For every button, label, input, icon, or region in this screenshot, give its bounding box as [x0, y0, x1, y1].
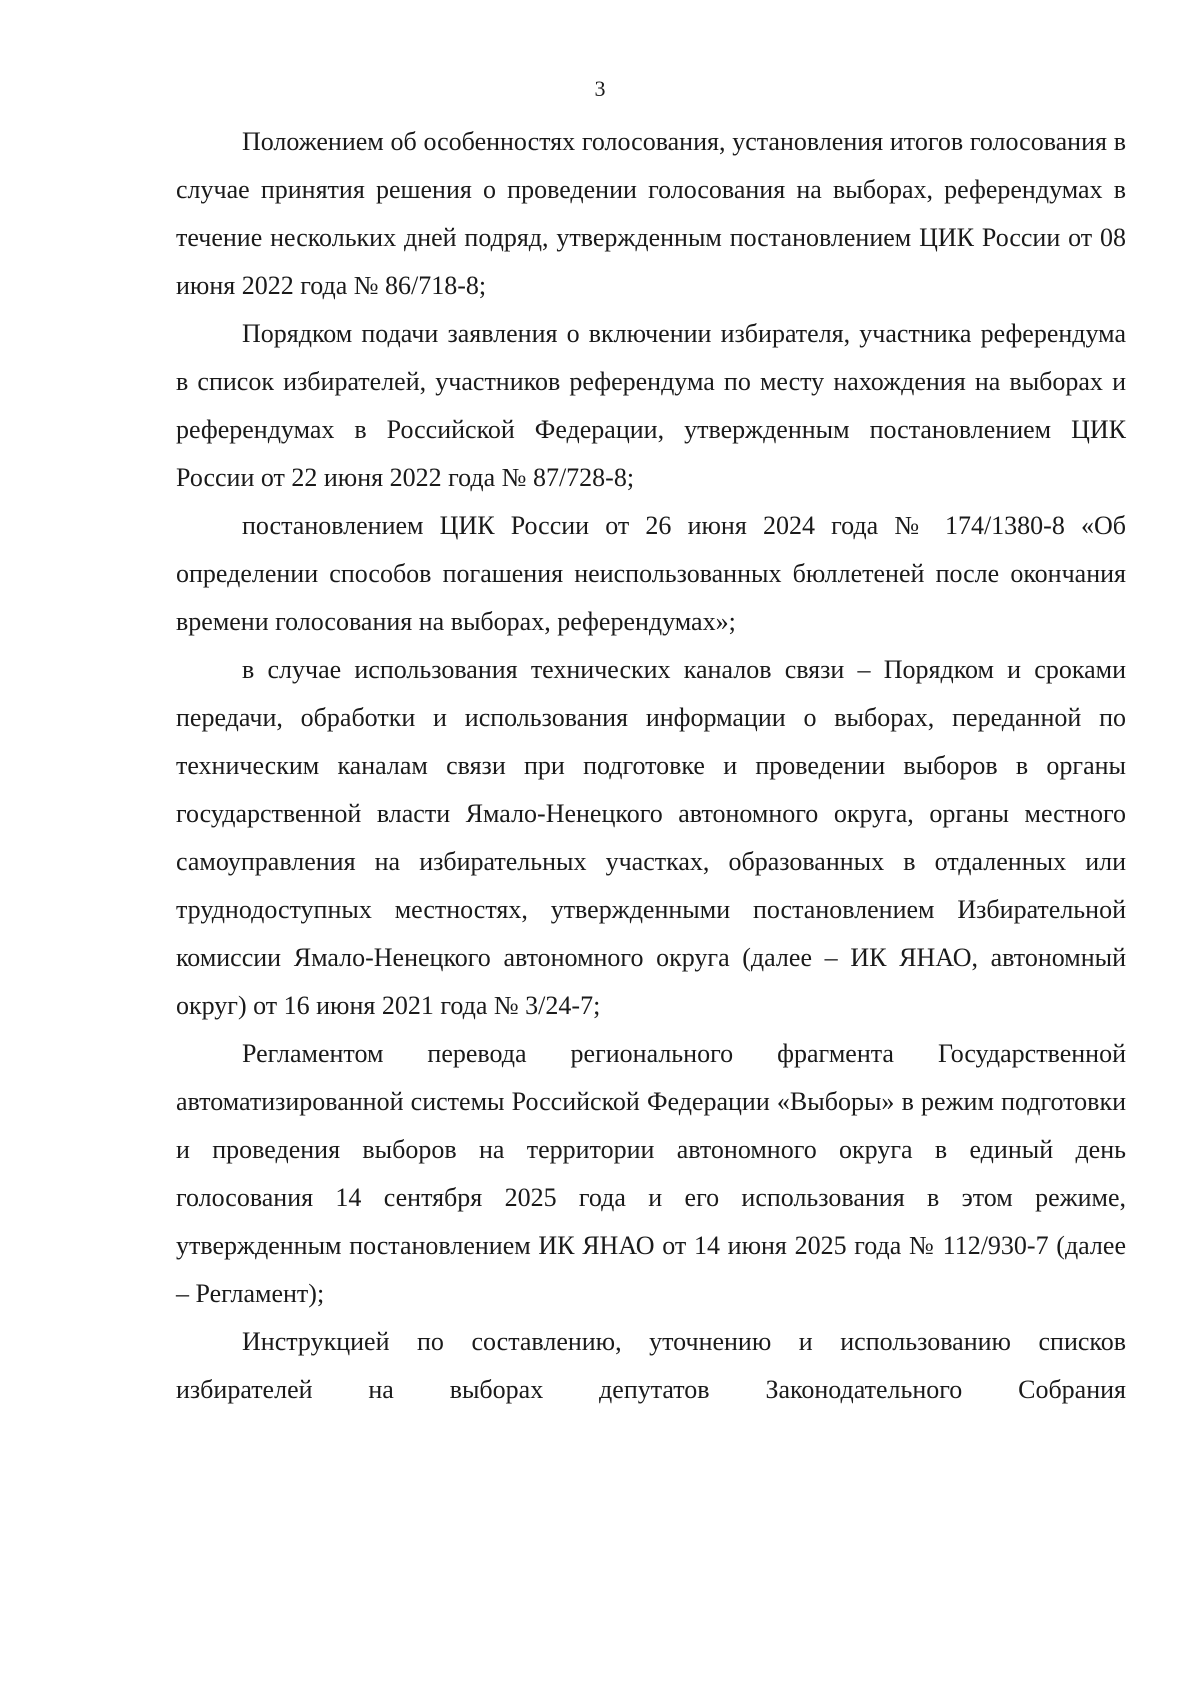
- paragraph-resolution-unused-ballots: постановлением ЦИК России от 26 июня 2024 года № 174/1380-8 «Об определении способов погашения неиспользованных бюллетеней после окончания времени голосования на выборах, референдумах»;: [176, 511, 1126, 636]
- paragraph-regulation-multi-day-voting: Положением об особенностях голосования, установления итогов голосования в случае принятия решения о проведении голосования на выборах, референдумах в течение нескольких дней подряд, утвержденным постановлением ЦИК России от 08 июня 2022 года № 86/718-8;: [176, 127, 1126, 300]
- paragraph-procedure-voter-application: Порядком подачи заявления о включении избирателя, участника референдума в список избирателей, участников референдума по месту нахождения на выборах и референдумах в Российской Федерации, утвержденным постановлением ЦИК России от 22 июня 2022 года № 87/728-8;: [176, 319, 1126, 492]
- page-number: 3: [594, 76, 606, 101]
- paragraph-gas-vybory-regulation: Регламентом перевода регионального фрагмента Государственной автоматизированной системы Российской Федерации «Выборы» в режим подготовки и проведения выборов на территории автономного округа в единый день голосования 14 сентября 2025 года и его использования в этом режиме, утвержденным постановлением ИК ЯНАО от 14 июня 2025 года № 112/930-7 (далее – Регламент);: [176, 1039, 1126, 1308]
- document-body: [176, 118, 1126, 1414]
- paragraph-technical-channels: в случае использования технических каналов связи – Порядком и сроками передачи, обработки и использования информации о выборах, переданной по техническим каналам связи при подготовке и проведении выборов в органы государственной власти Ямало-Ненецкого автономного округа, органы местного самоуправления на избирательных участках, образованных в отдаленных или труднодоступных местностях, утвержденными постановлением Избирательной комиссии Ямало-Ненецкого автономного округа (далее – ИК ЯНАО, автономный округ) от 16 июня 2021 года № 3/24-7;: [176, 655, 1126, 1020]
- paragraph-voter-lists-instruction: Инструкцией по составлению, уточнению и использованию списков избирателей на выборах депутатов Законодательного Собрания: [176, 1327, 1126, 1404]
